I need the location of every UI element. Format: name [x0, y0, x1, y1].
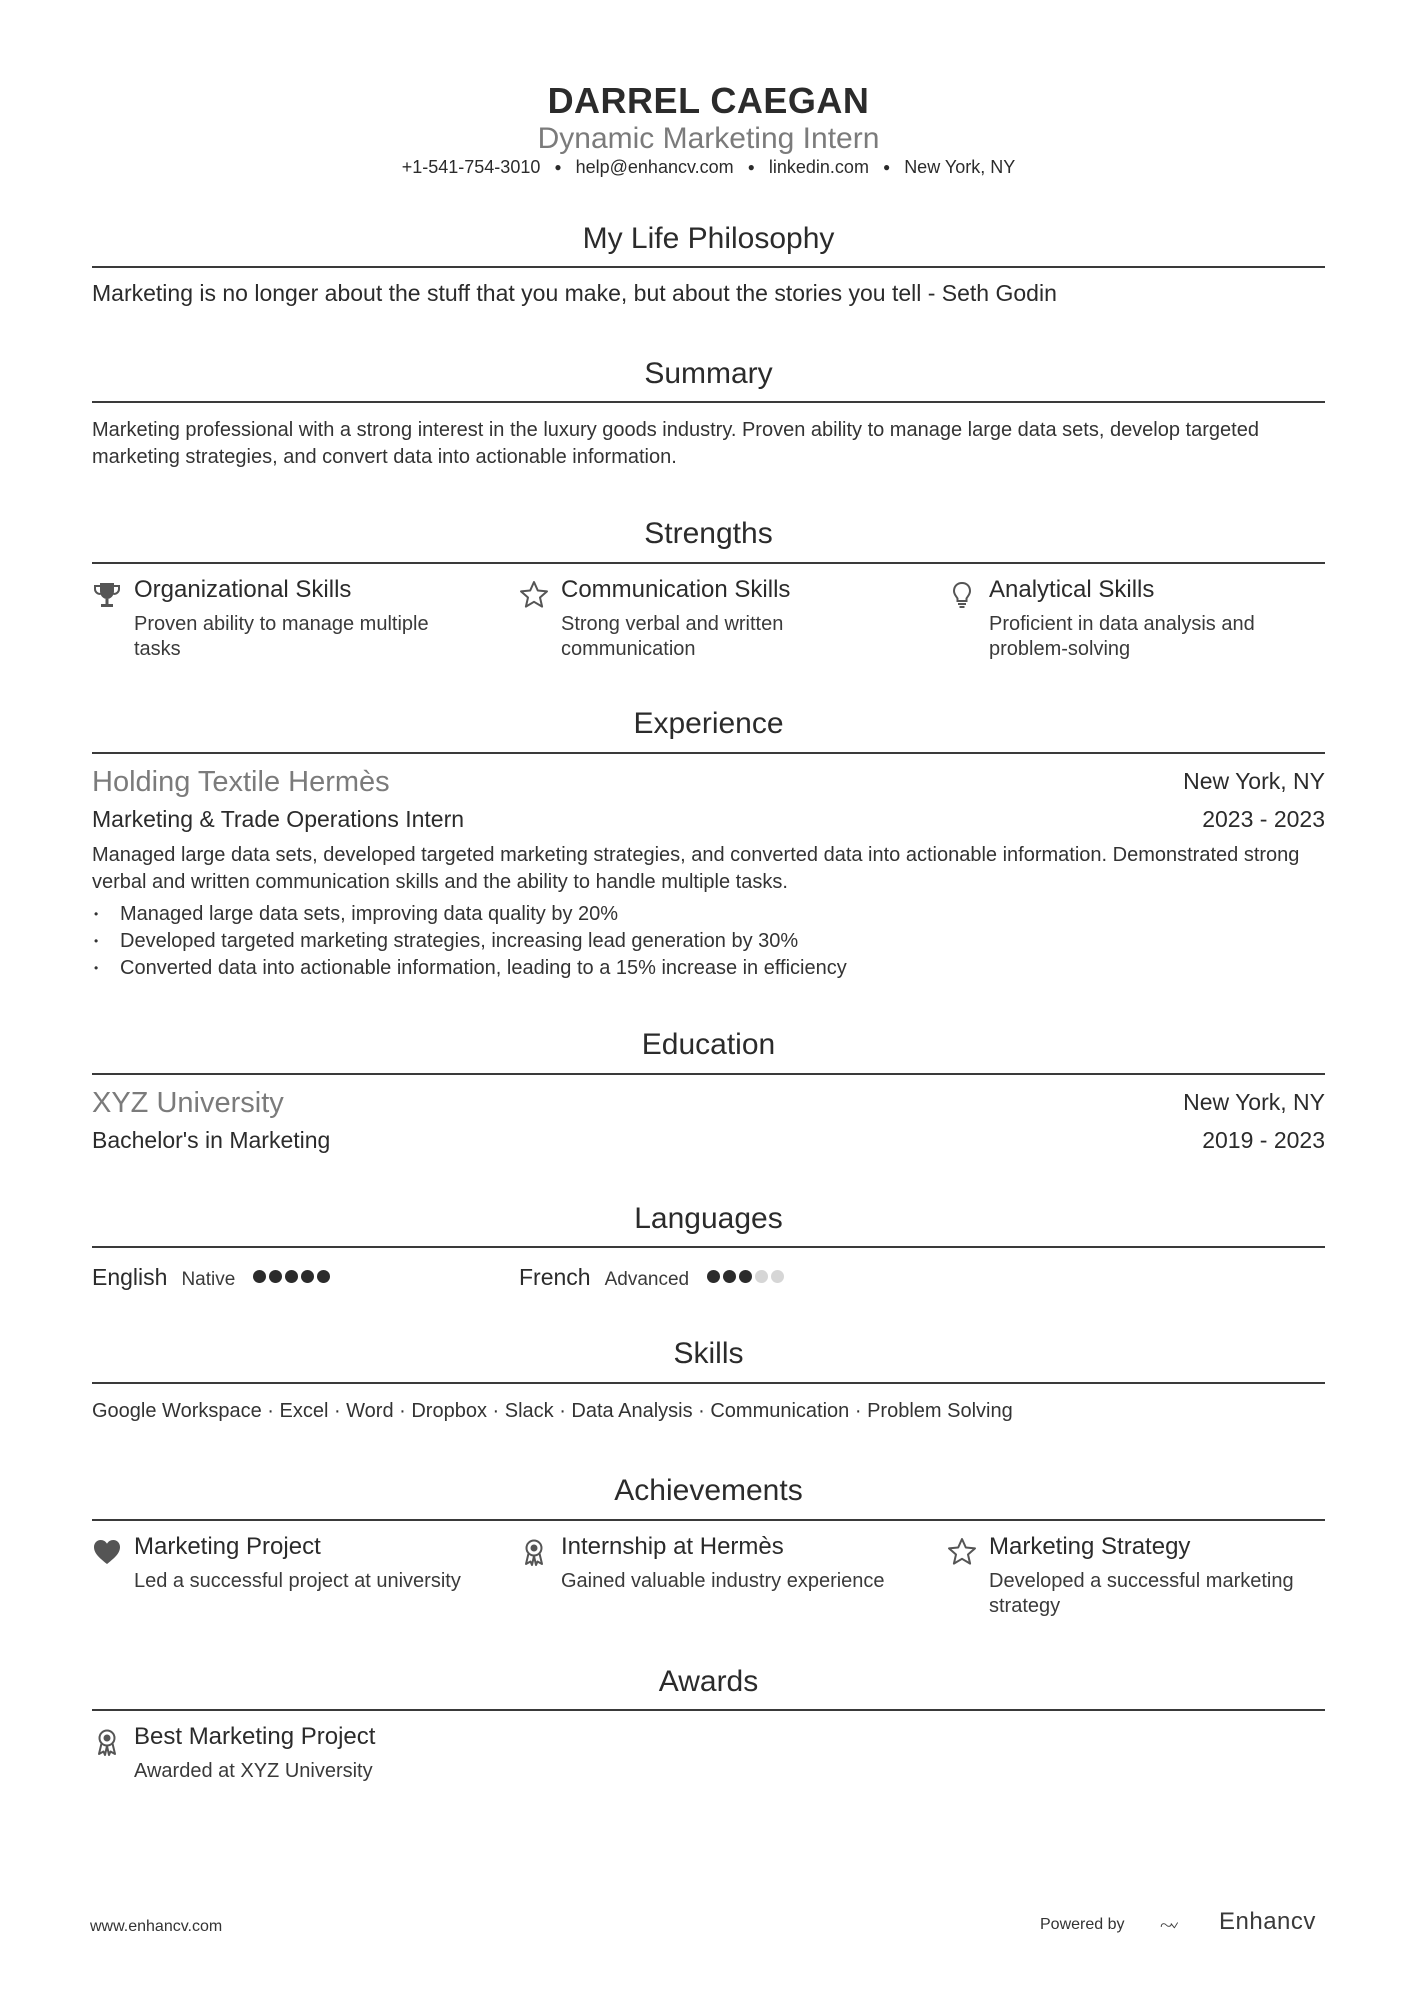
separator-dot: ●	[747, 160, 755, 174]
strength-desc: Strong verbal and written communication	[561, 613, 784, 660]
trophy-icon	[92, 580, 122, 610]
rating-dot-filled	[253, 1270, 266, 1283]
strength-desc: Proficient in data analysis and problem-solving	[989, 613, 1255, 660]
summary-title: Summary	[644, 357, 773, 390]
star-icon	[947, 1537, 977, 1567]
degree: Bachelor's in Marketing	[92, 1127, 331, 1153]
strengths-title: Strengths	[644, 517, 773, 550]
experience-description: Managed large data sets, developed targeted marketing strategies, and converted data into actionable information. Demonstrated strong verbal and written communication skills and the ability to handle multiple tasks.	[92, 844, 1300, 893]
experience-dates: 2023 - 2023	[1202, 806, 1325, 832]
candidate-role: Dynamic Marketing Intern	[537, 122, 880, 155]
school-name: XYZ University	[92, 1087, 284, 1119]
powered-by-label: Powered by	[1040, 1916, 1125, 1933]
star-icon	[519, 580, 549, 610]
linkedin-link[interactable]: linkedin.com	[768, 157, 869, 177]
section-divider	[92, 562, 1325, 564]
skills-title: Skills	[673, 1337, 744, 1370]
language-level: Native	[181, 1269, 236, 1290]
rating-dot-filled	[739, 1270, 752, 1283]
language-rating	[707, 1270, 787, 1288]
achievement-desc: Led a successful project at university	[134, 1570, 461, 1592]
strength-title: Organizational Skills	[134, 576, 352, 603]
education-dates: 2019 - 2023	[1202, 1127, 1325, 1153]
brand-name[interactable]: Enhancv	[1219, 1908, 1316, 1935]
rating-dot-filled	[285, 1270, 298, 1283]
award-icon	[92, 1727, 122, 1757]
experience-title: Experience	[633, 707, 784, 740]
separator-dot: ●	[554, 160, 562, 174]
achievement-title: Marketing Strategy	[989, 1533, 1191, 1560]
section-divider	[92, 1519, 1325, 1521]
list-item: • Converted data into actionable information, leading to a 15% increase in efficiency	[92, 955, 1325, 982]
achievement-desc: Gained valuable industry experience	[561, 1570, 885, 1592]
rating-dot-empty	[771, 1270, 784, 1283]
phone: +1-541-754-3010	[401, 157, 541, 177]
language-level: Advanced	[604, 1269, 690, 1290]
award-title: Best Marketing Project	[134, 1723, 376, 1750]
contact-line	[92, 157, 1325, 178]
separator-dot: ●	[882, 160, 891, 174]
achievement-desc: Developed a successful marketing strategy	[989, 1570, 1294, 1617]
philosophy-title: My Life Philosophy	[582, 222, 835, 255]
candidate-name: DARREL CAEGAN	[547, 80, 870, 121]
achievement-title: Marketing Project	[134, 1533, 321, 1560]
section-divider	[92, 1246, 1325, 1248]
footer-url[interactable]: www.enhancv.com	[90, 1918, 223, 1935]
section-divider	[92, 266, 1325, 268]
rating-dot-filled	[723, 1270, 736, 1283]
achievements-title: Achievements	[614, 1474, 803, 1507]
language-item	[519, 1264, 787, 1294]
location: New York, NY	[904, 157, 1016, 177]
language-name: English	[92, 1264, 168, 1290]
experience-bullets	[92, 901, 1325, 982]
skills-list: Google Workspace · Excel · Word · Dropbox · Slack · Data Analysis · Communication · Problem Solving	[92, 1400, 1013, 1422]
lightbulb-icon	[947, 580, 977, 610]
language-name: French	[519, 1264, 591, 1290]
strength-title: Communication Skills	[561, 576, 791, 603]
achievement-title: Internship at Hermès	[561, 1533, 784, 1560]
strength-desc: Proven ability to manage multiple tasks	[134, 613, 429, 660]
email-link[interactable]: help@enhancv.com	[575, 157, 734, 177]
list-item: • Developed targeted marketing strategies, increasing lead generation by 30%	[92, 928, 1325, 955]
rating-dot-filled	[317, 1270, 330, 1283]
company-name: Holding Textile Hermès	[92, 766, 390, 798]
enhancv-logo-icon	[1160, 1908, 1210, 1942]
heart-icon	[92, 1537, 122, 1567]
languages-title: Languages	[634, 1202, 783, 1235]
awards-title: Awards	[658, 1665, 759, 1698]
summary-text: Marketing professional with a strong interest in the luxury goods industry. Proven ability to manage large data sets, develop targeted marketing strategies, and convert data into actionable information.	[92, 419, 1259, 468]
language-rating	[253, 1270, 333, 1288]
rating-dot-filled	[301, 1270, 314, 1283]
award-desc: Awarded at XYZ University	[134, 1760, 373, 1782]
philosophy-quote: Marketing is no longer about the stuff that you make, but about the stories you tell - Seth Godin	[92, 280, 1057, 306]
education-location: New York, NY	[1183, 1089, 1325, 1115]
strength-title: Analytical Skills	[989, 576, 1155, 603]
section-divider	[92, 752, 1325, 754]
rating-dot-empty	[755, 1270, 768, 1283]
section-divider	[92, 1073, 1325, 1075]
experience-location: New York, NY	[1183, 768, 1325, 794]
award-icon	[519, 1537, 549, 1567]
rating-dot-filled	[707, 1270, 720, 1283]
job-title: Marketing & Trade Operations Intern	[92, 806, 465, 832]
education-title: Education	[641, 1028, 776, 1061]
section-divider	[92, 401, 1325, 403]
section-divider	[92, 1382, 1325, 1384]
section-divider	[92, 1709, 1325, 1711]
language-item	[92, 1264, 333, 1294]
list-item: • Managed large data sets, improving data quality by 20%	[92, 901, 1325, 928]
rating-dot-filled	[269, 1270, 282, 1283]
